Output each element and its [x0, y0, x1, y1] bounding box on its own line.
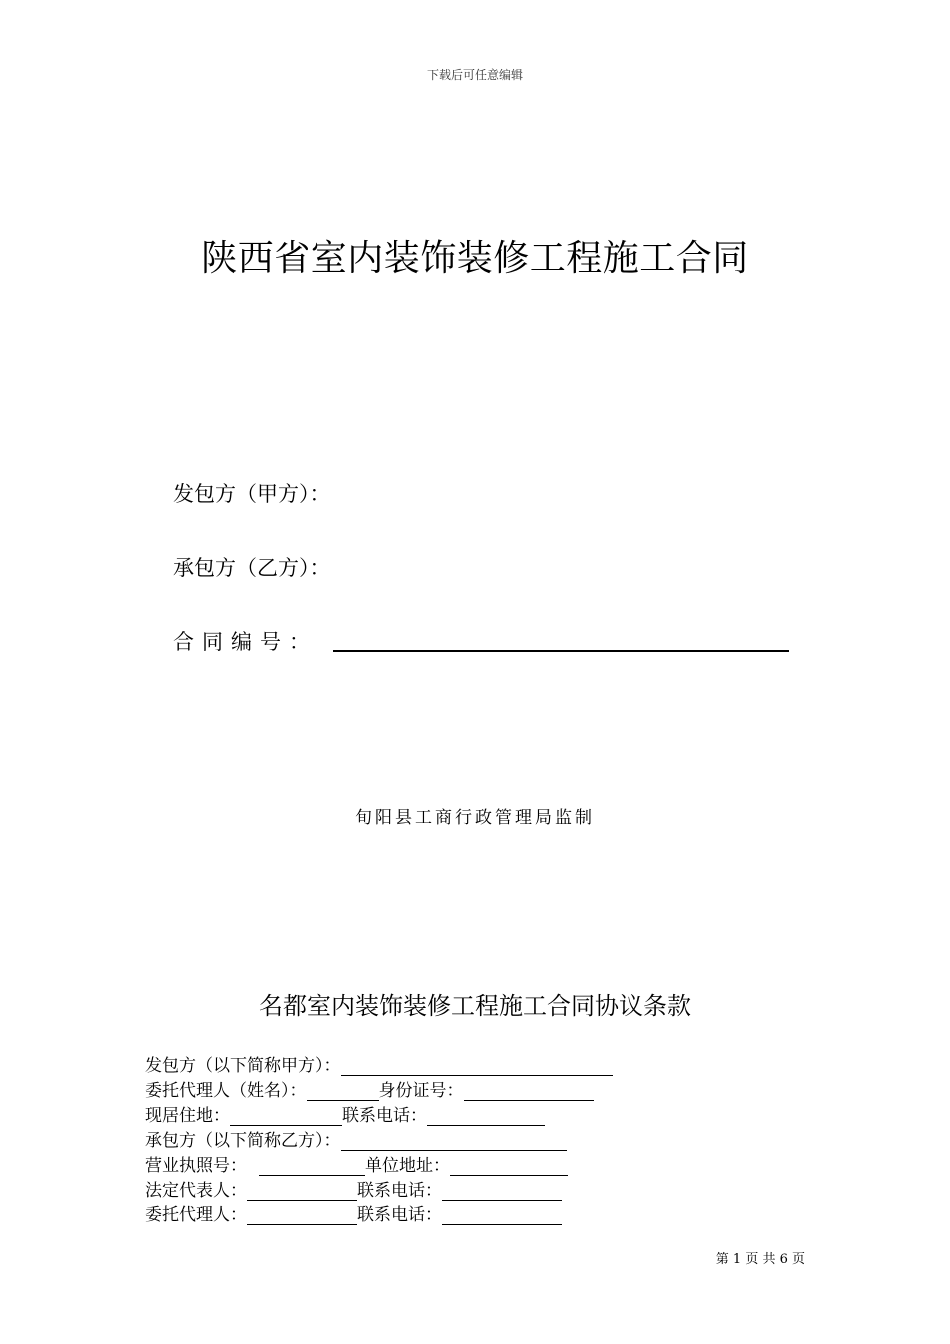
- field-label: 法定代表人：: [145, 1181, 247, 1201]
- field-row-agent-2: [145, 1200, 562, 1225]
- field-blank-2: [442, 1208, 562, 1225]
- field-blank: [230, 1109, 342, 1126]
- field-label: 现居住地：: [145, 1106, 230, 1126]
- field-row-legal-rep: [145, 1176, 562, 1201]
- field-blank: [307, 1084, 379, 1101]
- contract-number-blank: [333, 650, 789, 652]
- contract-number-label: 合同编号：: [173, 630, 318, 654]
- field-blank: [247, 1208, 357, 1225]
- field-label: 发包方（以下简称甲方）：: [145, 1056, 341, 1076]
- field-label: 营业执照号：: [145, 1156, 247, 1176]
- field-label-2: 联系电话：: [357, 1181, 442, 1201]
- field-blank: [341, 1134, 567, 1151]
- field-row-party-a: [145, 1051, 613, 1076]
- field-blank-2: [427, 1109, 545, 1126]
- supervisor-text: 旬阳县工商行政管理局监制: [355, 808, 595, 828]
- field-row-party-b: [145, 1126, 567, 1151]
- page-header: 下载后可任意编辑: [426, 68, 523, 82]
- field-label: 承包方（以下简称乙方）：: [145, 1131, 341, 1151]
- field-label-2: 联系电话：: [342, 1106, 427, 1126]
- field-blank-2: [450, 1159, 568, 1176]
- field-blank: [247, 1184, 357, 1201]
- field-blank-2: [442, 1184, 562, 1201]
- field-blank: [341, 1059, 613, 1076]
- agreement-subtitle: 名都室内装饰装修工程施工合同协议条款: [259, 992, 691, 1020]
- field-label-2: 身份证号：: [378, 1081, 464, 1101]
- field-blank-2: [464, 1084, 594, 1101]
- field-label-2: 单位地址：: [365, 1156, 450, 1176]
- field-label: 委托代理人：: [145, 1205, 247, 1225]
- document-title: 陕西省室内装饰装修工程施工合同: [201, 238, 749, 279]
- field-label: 委托代理人（姓名）：: [145, 1081, 307, 1101]
- field-row-agent: [145, 1076, 594, 1101]
- party-b-label: 承包方（乙方）：: [173, 556, 331, 580]
- field-blank: [259, 1159, 365, 1176]
- field-row-residence: [145, 1101, 545, 1126]
- field-label-2: 联系电话：: [357, 1205, 442, 1225]
- field-row-license: [145, 1151, 568, 1176]
- page-number: 第 1 页 共 6 页: [715, 1252, 805, 1267]
- party-a-label: 发包方（甲方）：: [173, 482, 331, 506]
